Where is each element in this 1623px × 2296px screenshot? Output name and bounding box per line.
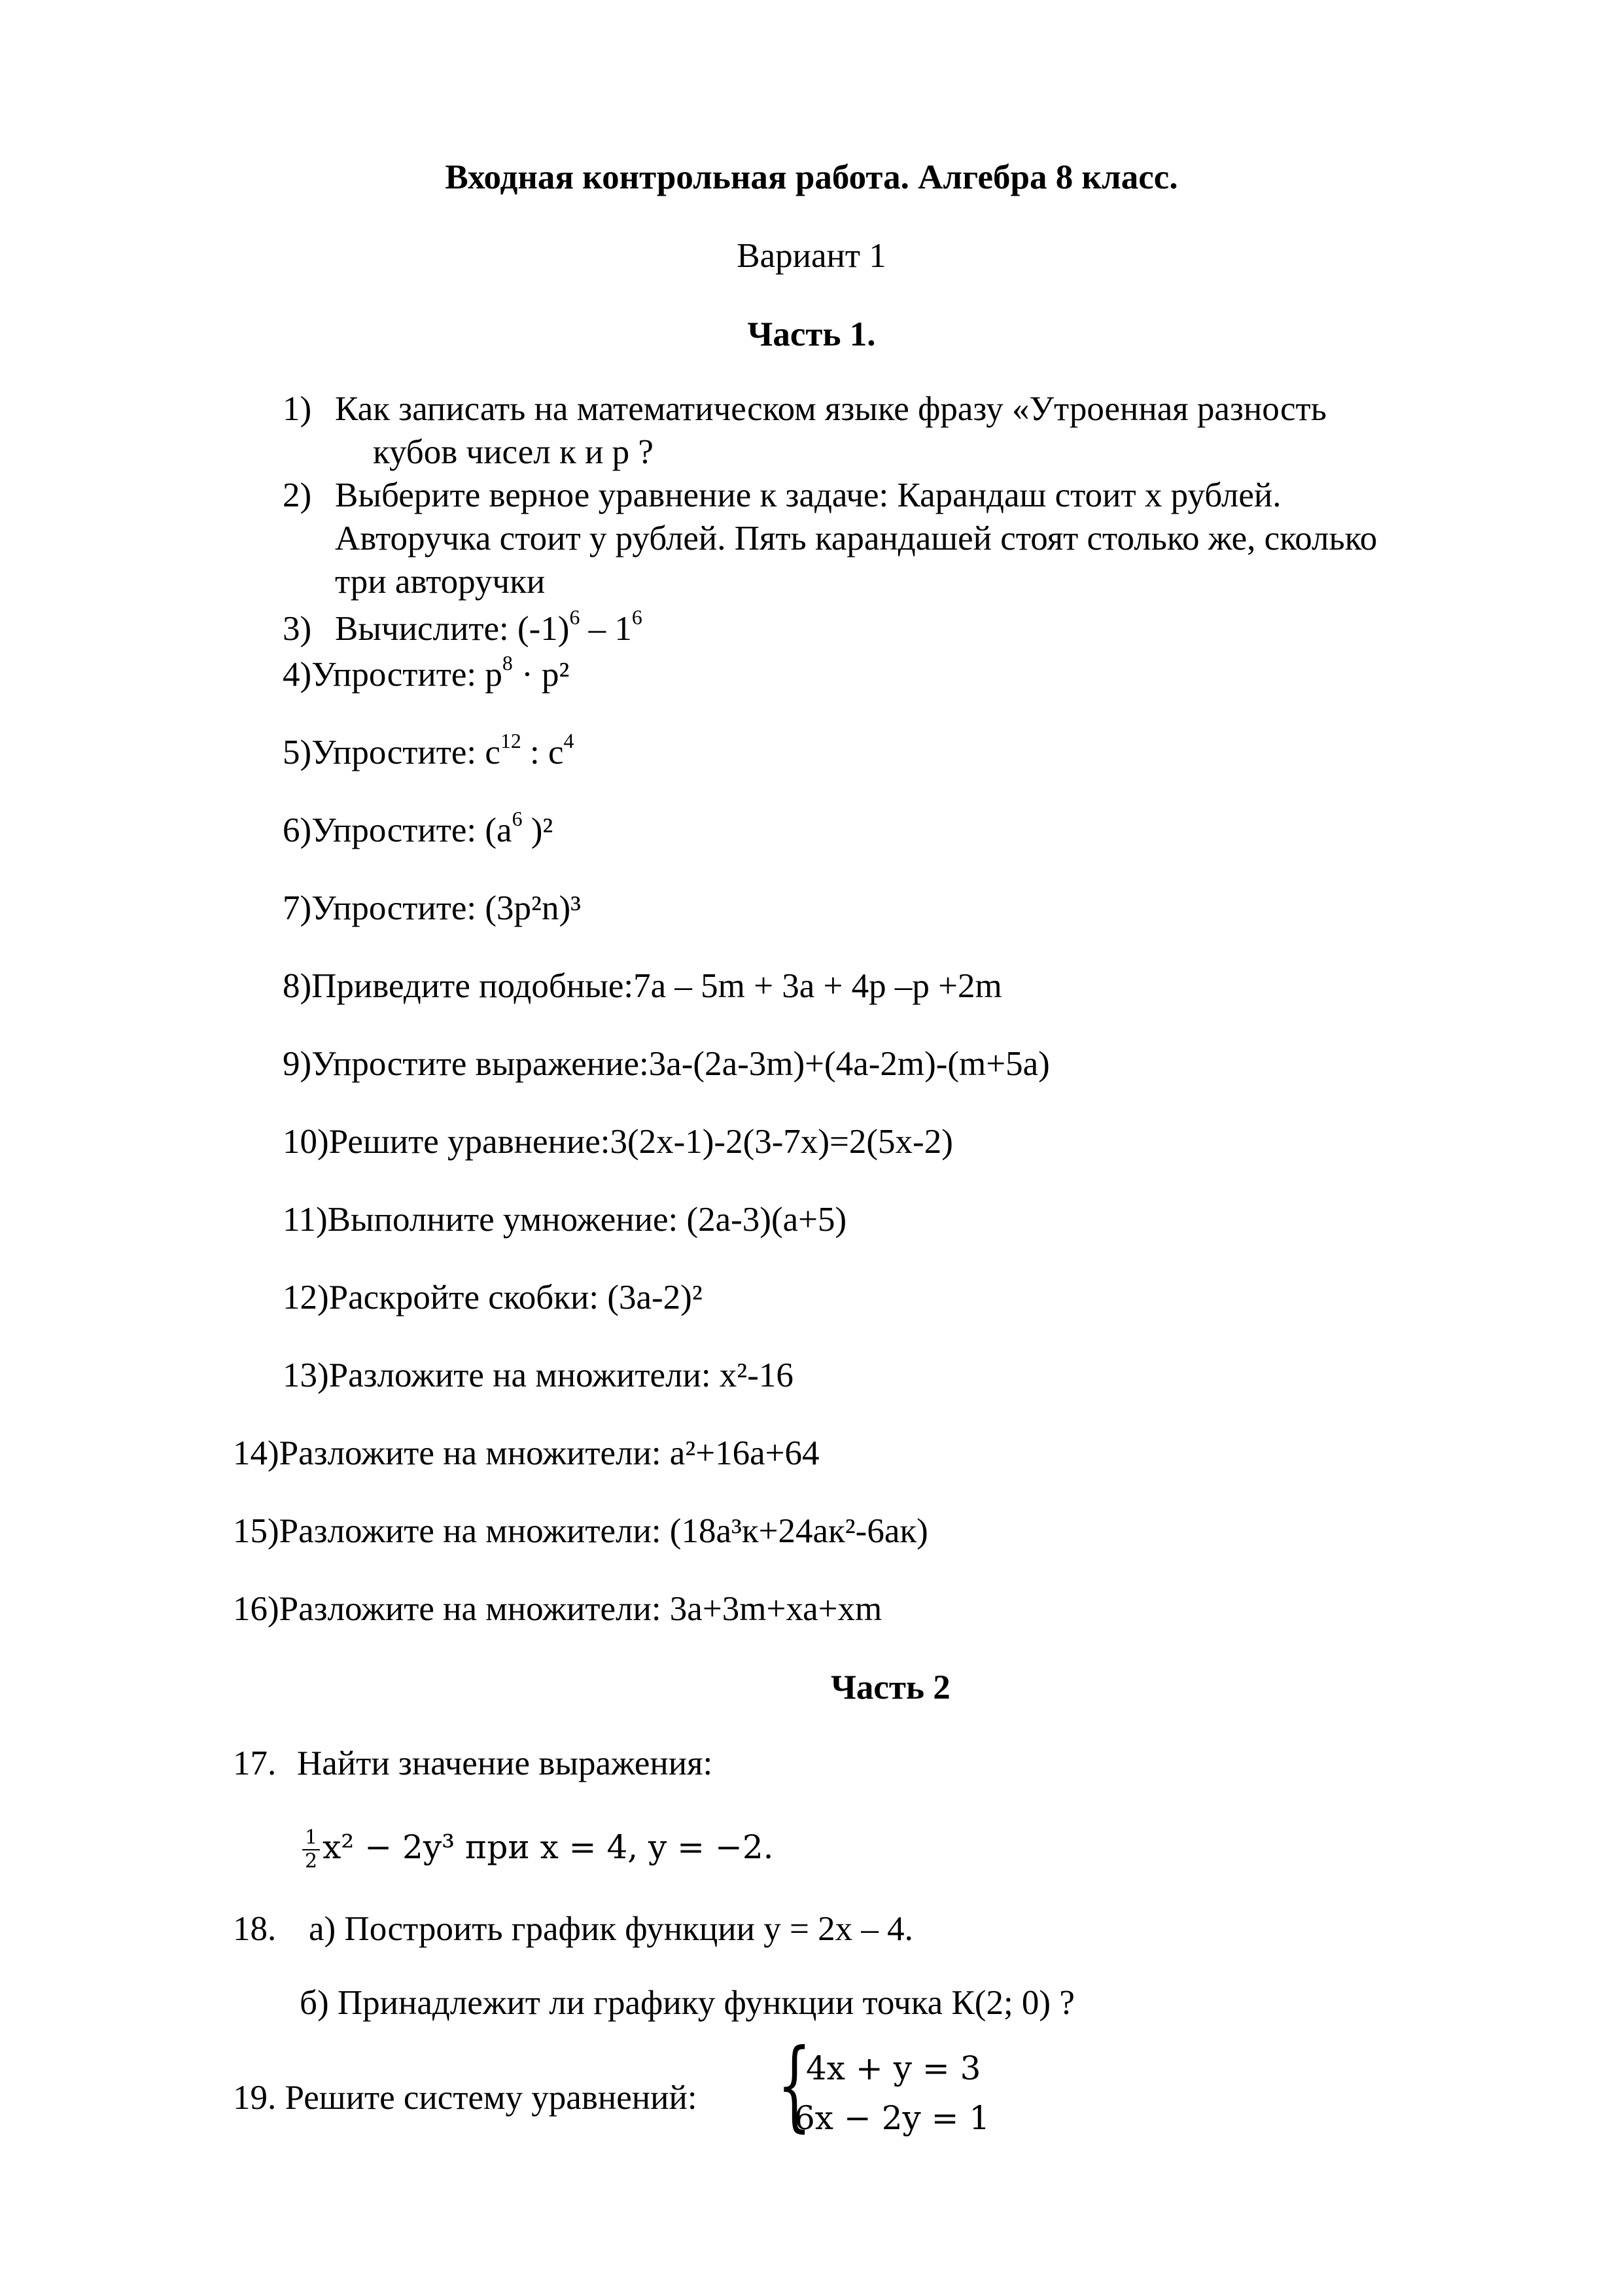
- q1-line1: Как записать на математическом языке фразу «Утроенная разность: [335, 390, 1327, 428]
- q3-number: 3): [283, 610, 312, 648]
- q17-expression: $\frac{1}{2}$ x² − 2y³ при x = 4, y = −2.: [302, 1821, 774, 1873]
- q15-text: 15)Разложите на множители: (18а³к+24ак²-6ак): [233, 1512, 928, 1550]
- q19-text: 19. Решите систему уравнений:: [233, 2079, 697, 2117]
- q18-part-b: б) Принадлежит ли графику функции точка К(2; 0) ?: [300, 1984, 1075, 2022]
- q2-line2: Авторучка стоит у рублей. Пять карандашей стоят столько же, сколько: [335, 520, 1378, 557]
- q18-number: 18.: [233, 1910, 277, 1948]
- q2-line1: Выберите верное уравнение к задаче: Карандаш стоит х рублей.: [335, 476, 1282, 514]
- variant-label: Вариант 1: [737, 237, 886, 275]
- q17-number: 17.: [233, 1744, 277, 1782]
- q4-text: 4)Упростите: $р^8 \cdot р^2$: [283, 652, 570, 694]
- q18-part-a: а) Построить график функции у = 2х – 4.: [309, 1910, 913, 1948]
- q2-line3: три авторучки: [335, 563, 546, 601]
- q1-number: 1): [283, 390, 312, 428]
- q17-text: Найти значение выражения:: [297, 1744, 713, 1782]
- q1-line2: кубов чисел к и р ?: [373, 433, 654, 471]
- q9-text: 9)Упростите выражение:3а-(2а-3m)+(4а-2m)-(m+5а): [283, 1045, 1050, 1083]
- q12-text: 12)Раскройте скобки: (3а-2)²: [283, 1279, 703, 1316]
- q7-text: 7)Упростите: (3р²n)³: [283, 889, 581, 927]
- q13-text: 13)Разложите на множители: х²-16: [283, 1356, 794, 1394]
- part1-heading: Часть 1.: [747, 315, 876, 353]
- system-brace: {: [777, 2028, 812, 2142]
- q10-text: 10)Решите уравнение:3(2х-1)-2(3-7х)=2(5х-2): [283, 1123, 953, 1161]
- document-title: Входная контрольная работа. Алгебра 8 класс.: [445, 158, 1178, 196]
- q14-text: 14)Разложите на множители: а²+16а+64: [233, 1434, 820, 1472]
- part2-heading: Часть 2: [831, 1669, 951, 1706]
- q3-text: Вычислите: $(-1)^6 - 1^6$: [335, 606, 642, 648]
- q6-text: 6)Упростите: ($а^6$ )²: [283, 807, 553, 849]
- q19-equation-1: 4x + y = 3: [806, 2049, 981, 2087]
- q11-text: 11)Выполните умножение: (2а-3)(а+5): [283, 1201, 847, 1239]
- q5-text: 5)Упростите: $с^{12}$ : $с^4$: [283, 730, 574, 771]
- q16-text: 16)Разложите на множители: 3а+3m+ха+хm: [233, 1590, 882, 1628]
- q19-equation-2: 6x − 2y = 1: [794, 2099, 990, 2137]
- q2-number: 2): [283, 476, 312, 514]
- fraction-one-half: $\frac{1}{2}$: [302, 1827, 320, 1873]
- q8-text: 8)Приведите подобные:7а – 5m + 3а + 4р –р +2m: [283, 967, 1002, 1005]
